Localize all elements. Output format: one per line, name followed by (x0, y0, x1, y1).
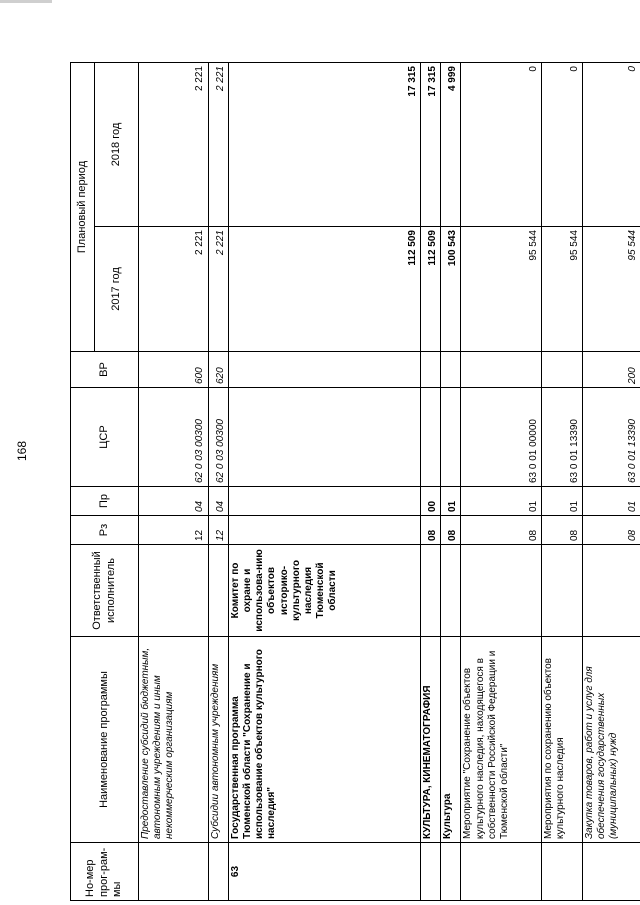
cell-2017: 95 544 (582, 227, 640, 352)
cell-name: Мероприятие "Сохранение объектов культурного наследия, находящегося в собственности Российской Федерации и Тюменской области" (461, 637, 542, 843)
cell-2017: 2 221 (208, 227, 228, 352)
cell-no (582, 843, 640, 901)
header-pr: Пр (71, 487, 139, 516)
cell-vr: 600 (139, 352, 209, 388)
header-year-2018: 2018 год (95, 63, 139, 227)
cell-name: Закупка товаров, работ и услуг для обеспечения государственных (муниципальных) нужд (582, 637, 640, 843)
header-planned-period: Плановый период (71, 63, 95, 352)
cell-vr (420, 352, 440, 388)
cell-no (461, 843, 542, 901)
cell-csr: 63 0 01 13390 (582, 388, 640, 487)
cell-2017: 112 509 (228, 227, 420, 352)
scan-corner-mark (0, 0, 52, 3)
cell-vr: 620 (208, 352, 228, 388)
cell-executor: Комитет по охране и использова-нию объектов историко-культурного наследия Тюменской области (228, 545, 420, 637)
cell-csr: 62 0 03 00300 (208, 388, 228, 487)
table-row (542, 63, 582, 901)
cell-rz: 08 (582, 516, 640, 545)
header-csr: ЦСР (71, 388, 139, 487)
cell-2017: 95 544 (461, 227, 542, 352)
header-program-name: Наименование программы (71, 637, 139, 843)
cell-pr: 01 (441, 487, 461, 516)
cell-rz (228, 516, 420, 545)
cell-2017: 112 509 (420, 227, 440, 352)
cell-vr (441, 352, 461, 388)
cell-csr: 63 0 01 00000 (461, 388, 542, 487)
cell-no (139, 843, 209, 901)
cell-rz: 12 (208, 516, 228, 545)
cell-name: КУЛЬТУРА, КИНЕМАТОГРАФИЯ (420, 637, 440, 843)
cell-vr: 200 (582, 352, 640, 388)
cell-2018: 0 (461, 63, 542, 227)
cell-2017: 100 543 (441, 227, 461, 352)
table-row (582, 63, 640, 901)
cell-2018: 2 221 (139, 63, 209, 227)
cell-executor (582, 545, 640, 637)
cell-2018: 17 315 (420, 63, 440, 227)
cell-executor (139, 545, 209, 637)
cell-2018: 4 999 (441, 63, 461, 227)
table-row (420, 63, 440, 901)
cell-vr (228, 352, 420, 388)
cell-rz: 08 (441, 516, 461, 545)
cell-rz: 08 (461, 516, 542, 545)
page-number: 168 (15, 440, 29, 462)
cell-2018: 0 (582, 63, 640, 227)
cell-pr: 01 (542, 487, 582, 516)
cell-vr (461, 352, 542, 388)
table-row (461, 63, 542, 901)
cell-pr: 01 (582, 487, 640, 516)
cell-executor (441, 545, 461, 637)
cell-no (441, 843, 461, 901)
cell-name: Государственная программа Тюменской области "Сохранение и использование объектов культурного наследия" (228, 637, 420, 843)
header-rz: Рз (71, 516, 139, 545)
cell-vr (542, 352, 582, 388)
rotated-table-container (70, 63, 640, 901)
cell-executor (208, 545, 228, 637)
table-row (441, 63, 461, 901)
cell-csr (441, 388, 461, 487)
cell-csr (420, 388, 440, 487)
table-row (228, 63, 420, 901)
cell-2017: 2 221 (139, 227, 209, 352)
cell-executor (461, 545, 542, 637)
cell-name: Субсидии автономным учреждениям (208, 637, 228, 843)
cell-rz: 08 (542, 516, 582, 545)
cell-csr: 63 0 01 13390 (542, 388, 582, 487)
cell-executor (420, 545, 440, 637)
cell-csr: 62 0 03 00300 (139, 388, 209, 487)
cell-pr: 00 (420, 487, 440, 516)
cell-name: Предоставление субсидий бюджетным, автономным учреждениям и иным некоммерческим организациям (139, 637, 209, 843)
cell-rz: 08 (420, 516, 440, 545)
cell-no (542, 843, 582, 901)
table-row (139, 63, 209, 901)
cell-pr: 04 (139, 487, 209, 516)
cell-no: 63 (228, 843, 420, 901)
cell-csr (228, 388, 420, 487)
cell-no (420, 843, 440, 901)
header-program-no: Но-мер прог-рам-мы (71, 843, 139, 901)
cell-executor (542, 545, 582, 637)
table-row (208, 63, 228, 901)
header-row-1 (71, 63, 95, 901)
header-vr: ВР (71, 352, 139, 388)
cell-2017: 95 544 (542, 227, 582, 352)
cell-name: Культура (441, 637, 461, 843)
cell-name: Мероприятия по сохранению объектов культурного наследия (542, 637, 582, 843)
cell-2018: 2 221 (208, 63, 228, 227)
cell-2018: 17 315 (228, 63, 420, 227)
cell-no (208, 843, 228, 901)
cell-pr: 01 (461, 487, 542, 516)
cell-2018: 0 (542, 63, 582, 227)
header-year-2017: 2017 год (95, 227, 139, 352)
header-executor: Ответственный исполнитель (71, 545, 139, 637)
cell-pr: 04 (208, 487, 228, 516)
budget-table (70, 62, 640, 901)
cell-pr (228, 487, 420, 516)
cell-rz: 12 (139, 516, 209, 545)
